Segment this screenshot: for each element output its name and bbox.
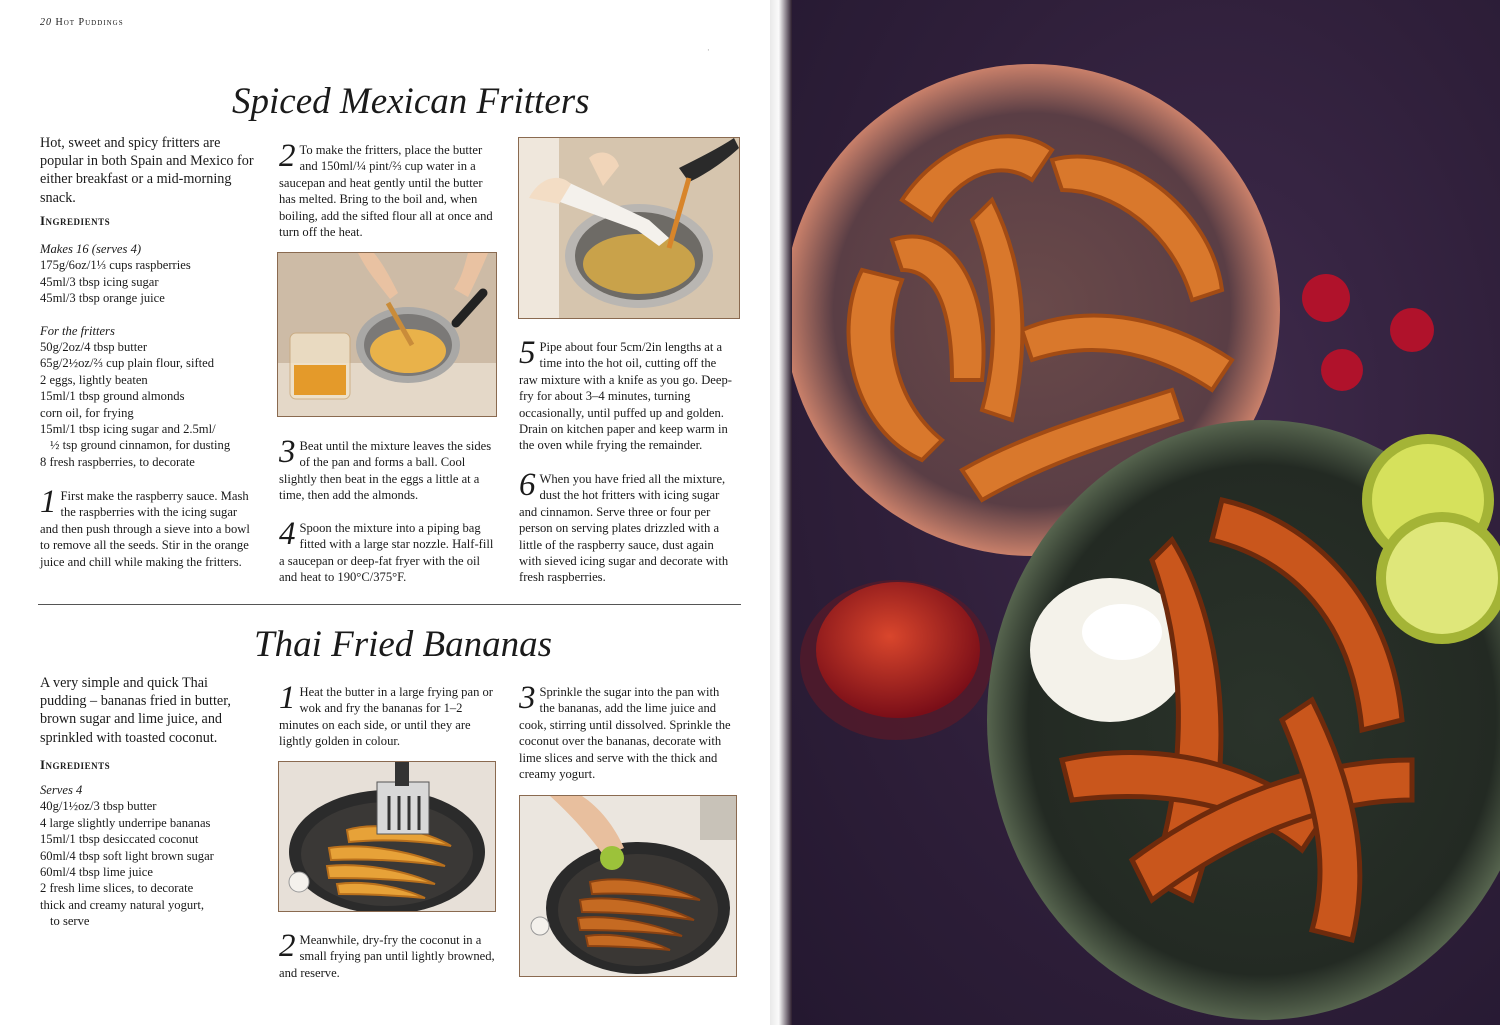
raspberries	[1302, 274, 1434, 391]
recipe1-step-2	[279, 138, 497, 240]
step-number: 4	[279, 516, 296, 552]
step-text: Spoon the mixture into a piping bag fitted with a large star nozzle. Half-fill a saucepan or deep-fat fryer with the oil and heat to 190°C/375°F.	[279, 521, 494, 585]
ingredient-item: 15ml/1 tbsp icing sugar and 2.5ml/	[40, 422, 216, 437]
ingredient-item: 40g/1½oz/3 tbsp butter	[40, 799, 157, 814]
ingredient-item: to serve	[50, 914, 90, 929]
step-photo-piping	[518, 137, 740, 319]
recipe1-step-5	[519, 335, 738, 454]
step-photo-lime	[519, 795, 737, 977]
finished-dishes-photo	[792, 0, 1500, 1025]
step-text: Meanwhile, dry-fry the coconut in a small frying pan until lightly browned, and reserve.	[279, 933, 495, 980]
frying-pan-illustration	[279, 762, 495, 911]
recipe1-ingredients	[40, 241, 262, 470]
recipe1-intro: Hot, sweet and spicy fritters are popular in both Spain and Mexico for either breakfast or a mid-morning snack.	[40, 135, 254, 206]
step-text: Beat until the mixture leaves the sides of the pan and forms a ball. Cool slightly then beat in the eggs a little at a time, then add the almonds.	[279, 439, 492, 503]
recipe1-step-3	[279, 434, 497, 504]
saucepan-illustration	[278, 253, 496, 416]
step-number: 2	[279, 138, 296, 174]
running-head	[40, 17, 124, 28]
ingredient-item: 50g/2oz/4 tbsp butter	[40, 340, 148, 355]
ingredient-item: 2 eggs, lightly beaten	[40, 372, 148, 387]
step-number: 1	[40, 484, 57, 520]
step-text: To make the fritters, place the butter and 150ml/¼ pint/⅔ cup water in a saucepan and heat gently until the butter has melted. Bring to the boil and, when boiling, add the sifted flour all at once and turn off the heat.	[279, 143, 493, 240]
ingredient-item: 175g/6oz/1⅓ cups raspberries	[40, 258, 191, 273]
recipe1-step-1	[40, 484, 258, 570]
raspberry-sauce	[816, 582, 980, 718]
spacer	[40, 307, 262, 323]
ingredient-item: 45ml/3 tbsp icing sugar	[40, 274, 159, 289]
step-text: First make the raspberry sauce. Mash the raspberries with the icing sugar and then push through a sieve into a bowl to remove all the seeds. Stir in the orange juice and chill while making the fritters.	[40, 489, 250, 569]
finished-dishes-illustration	[792, 0, 1500, 1025]
lime-squeeze-illustration	[520, 796, 736, 976]
recipe2-ingredients-heading: Ingredients	[40, 757, 111, 772]
step-text: When you have fried all the mixture, dust the hot fritters with icing sugar and cinnamon. Serve three or four per person on serving plates drizzled with a little of the raspberry sauce, dust again with sieved icing sugar and decorate with fresh raspberries.	[519, 472, 729, 585]
step-photo-frying-bananas	[278, 761, 496, 912]
book-gutter	[770, 0, 792, 1025]
step-text: Pipe about four 5cm/2in lengths at a time into the hot oil, cutting off the raw mixture with a knife as you go. Deep-fry for about 3–4 minutes, turning occasionally, until puffed up and golden. Drain on kitchen paper and keep warm in the oven while frying the remainder.	[519, 340, 732, 453]
ingredient-item: ½ tsp ground cinnamon, for dusting	[50, 438, 231, 453]
recipe2-title: Thai Fried Bananas	[254, 624, 553, 665]
recipe2-step-3	[519, 680, 737, 782]
step-number: 3	[519, 680, 536, 716]
section-divider	[38, 604, 741, 605]
ingredient-item: corn oil, for frying	[40, 405, 134, 420]
recipe1-step-6	[519, 467, 738, 586]
recipe1-title: Spiced Mexican Fritters	[232, 81, 590, 122]
page-number: 20	[40, 17, 52, 28]
ingredient-item: 15ml/1 tbsp desiccated coconut	[40, 832, 199, 847]
step-text: Sprinkle the sugar into the pan with the bananas, add the lime juice and cook, stirring until dissolved. Sprinkle the coconut over the bananas, decorate with lime slices and serve with the thick and creamy yogurt.	[519, 685, 731, 782]
recipe2-intro: A very simple and quick Thai pudding – bananas fried in butter, brown sugar and lime juice, and sprinkled with toasted coconut.	[40, 675, 231, 746]
step-number: 3	[279, 434, 296, 470]
step-text: Heat the butter in a large frying pan or wok and fry the bananas for 1–2 minutes on each side, or until they are lightly golden in colour.	[279, 685, 493, 749]
ingredient-item: 60ml/4 tbsp lime juice	[40, 865, 153, 880]
ingredient-item: 45ml/3 tbsp orange juice	[40, 291, 165, 306]
step-number: 2	[279, 928, 296, 964]
section-name: Hot Puddings	[55, 17, 124, 28]
ingredient-item: 2 fresh lime slices, to decorate	[40, 881, 194, 896]
step-number: 5	[519, 335, 536, 371]
ingredient-item: 60ml/4 tbsp soft light brown sugar	[40, 848, 214, 863]
piping-illustration	[519, 138, 739, 318]
recipe2-serves: Serves 4	[40, 783, 83, 797]
ingredient-item: 65g/2½oz/⅔ cup plain flour, sifted	[40, 356, 215, 371]
speck-mark: ·	[707, 46, 710, 56]
recipe1-step-4	[279, 516, 497, 586]
recipe2-ingredients	[40, 782, 262, 930]
ingredient-item: 8 fresh raspberries, to decorate	[40, 454, 195, 469]
step-number: 1	[279, 680, 296, 716]
ingredient-item: thick and creamy natural yogurt,	[40, 897, 205, 912]
ingredient-item: 4 large slightly underripe bananas	[40, 815, 211, 830]
recipe1-ingredients-heading: Ingredients	[40, 213, 111, 228]
ingredient-item: 15ml/1 tbsp ground almonds	[40, 389, 185, 404]
recipe1-makes: Makes 16 (serves 4)	[40, 242, 142, 256]
recipe1-fritters-heading: For the fritters	[40, 323, 115, 338]
recipe2-step-2	[279, 928, 497, 981]
step-number: 6	[519, 467, 536, 503]
step-photo-saucepan	[277, 252, 497, 417]
recipe2-step-1	[279, 680, 497, 750]
